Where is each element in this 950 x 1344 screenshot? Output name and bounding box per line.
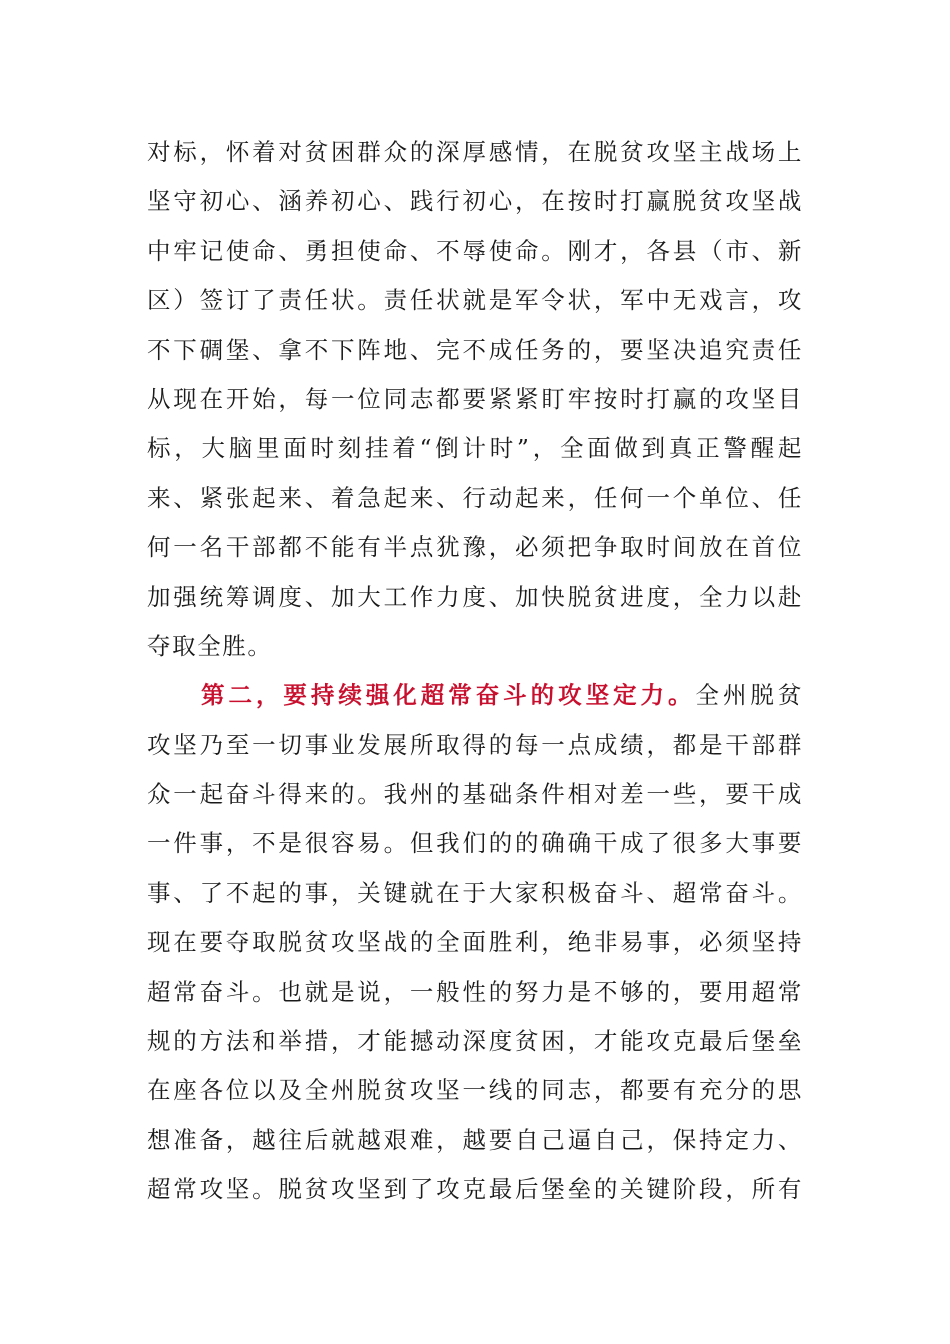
text-line: 一件事，不是很容易。但我们的的确确干成了很多大事要 — [147, 829, 803, 858]
text-line: 何一名干部都不能有半点犹豫，必须把争取时间放在首位 — [147, 533, 803, 562]
text-line: 区）签订了责任状。责任状就是军令状，军中无戏言，攻 — [147, 286, 803, 315]
text-line: 攻坚乃至一切事业发展所取得的每一点成绩，都是干部群 — [147, 730, 803, 759]
section-heading-continuation: 全州脱贫 — [695, 681, 803, 710]
text-line: 众一起奋斗得来的。我州的基础条件相对差一些，要干成 — [147, 780, 803, 809]
text-line: 规的方法和举措，才能撼动深度贫困，才能攻克最后堡垒 — [147, 1027, 803, 1056]
text-line: 来、紧张起来、着急起来、行动起来，任何一个单位、任 — [147, 483, 803, 512]
text-line: 从现在开始，每一位同志都要紧紧盯牢按时打赢的攻坚目 — [147, 384, 803, 413]
text-line: 加强统筹调度、加大工作力度、加快脱贫进度，全力以赴 — [147, 582, 803, 611]
text-line: 在座各位以及全州脱贫攻坚一线的同志，都要有充分的思 — [147, 1076, 803, 1105]
text-line: 超常攻坚。脱贫攻坚到了攻克最后堡垒的关键阶段，所有 — [147, 1175, 803, 1204]
text-line: 夺取全胜。 — [147, 631, 273, 660]
section-heading-line — [147, 671, 803, 720]
section-heading: 第二，要持续强化超常奋斗的攻坚定力。 — [201, 681, 696, 710]
document-body — [147, 128, 803, 1215]
text-line: 坚守初心、涵养初心、践行初心，在按时打赢脱贫攻坚战 — [147, 187, 803, 216]
text-line: 现在要夺取脱贫攻坚战的全面胜利，绝非易事，必须坚持 — [147, 928, 803, 957]
text-line: 对标，怀着对贫困群众的深厚感情，在脱贫攻坚主战场上 — [147, 138, 803, 166]
text-line: 中牢记使命、勇担使命、不辱使命。刚才，各县（市、新 — [147, 236, 803, 265]
text-line: 想准备，越往后就越艰难，越要自己逼自己，保持定力、 — [147, 1125, 803, 1154]
text-line: 超常奋斗。也就是说，一般性的努力是不够的，要用超常 — [147, 977, 803, 1006]
text-line: 不下碉堡、拿不下阵地、完不成任务的，要坚决追究责任 — [147, 335, 803, 364]
text-line: 事、了不起的事，关键就在于大家积极奋斗、超常奋斗。 — [147, 878, 803, 907]
text-line: 标，大脑里面时刻挂着“倒计时”，全面做到真正警醒起 — [147, 434, 803, 463]
